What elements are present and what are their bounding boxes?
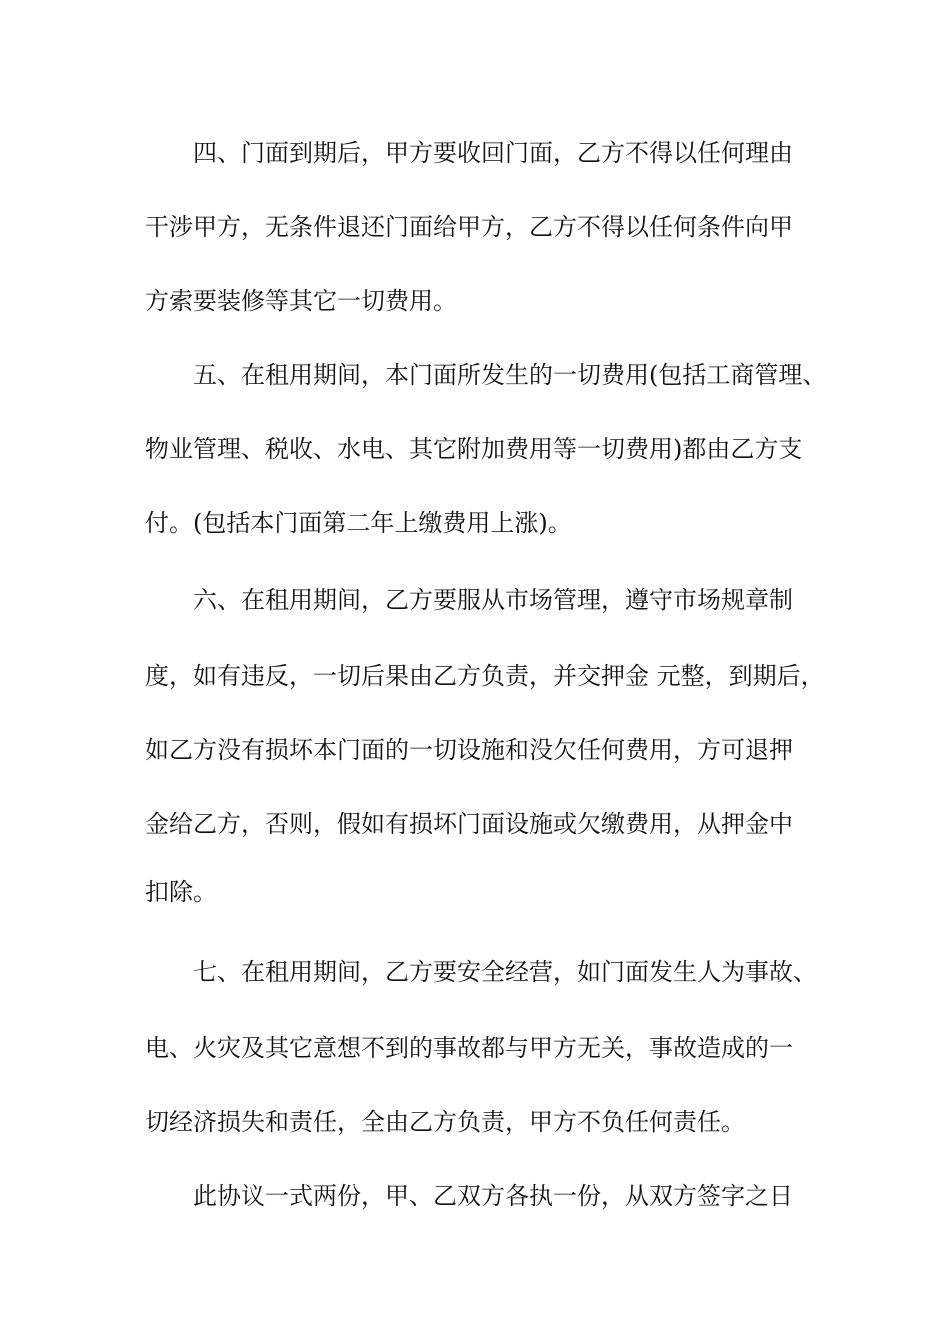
clause-6-line-3: 如乙方没有损坏本门面的一切设施和没欠任何费用，方可退押	[145, 736, 793, 764]
clause-4-line-1: 四、门面到期后，甲方要收回门面，乙方不得以任何理由	[193, 139, 793, 167]
clause-6-line-1: 六、在租用期间，乙方要服从市场管理，遵守市场规章制	[193, 586, 793, 614]
clause-5-line-2: 物业管理、税收、水电、其它附加费用等一切费用)都由乙方支	[145, 435, 803, 463]
clause-7-line-1: 七、在租用期间，乙方要安全经营，如门面发生人为事故、	[193, 958, 817, 986]
closing-line-1: 此协议一式两份，甲、乙双方各执一份，从双方签字之日	[193, 1182, 793, 1210]
clause-6-line-5: 扣除。	[145, 878, 217, 906]
clause-7-line-3: 切经济损失和责任，全由乙方负责，甲方不负任何责任。	[145, 1108, 745, 1136]
clause-6-line-2: 度，如有违反，一切后果由乙方负责，并交押金 元整，到期后，	[145, 662, 825, 690]
clause-7-line-2: 电、火灾及其它意想不到的事故都与甲方无关，事故造成的一	[145, 1034, 793, 1062]
clause-4-line-2: 干涉甲方，无条件退还门面给甲方，乙方不得以任何条件向甲	[145, 213, 793, 241]
clause-5-line-1: 五、在租用期间，本门面所发生的一切费用(包括工商管理、	[193, 361, 827, 389]
clause-4-line-3: 方索要装修等其它一切费用。	[145, 287, 457, 315]
clause-6-line-4: 金给乙方，否则，假如有损坏门面设施或欠缴费用，从押金中	[145, 810, 793, 838]
clause-5-line-3: 付。(包括本门面第二年上缴费用上涨)。	[145, 509, 572, 537]
